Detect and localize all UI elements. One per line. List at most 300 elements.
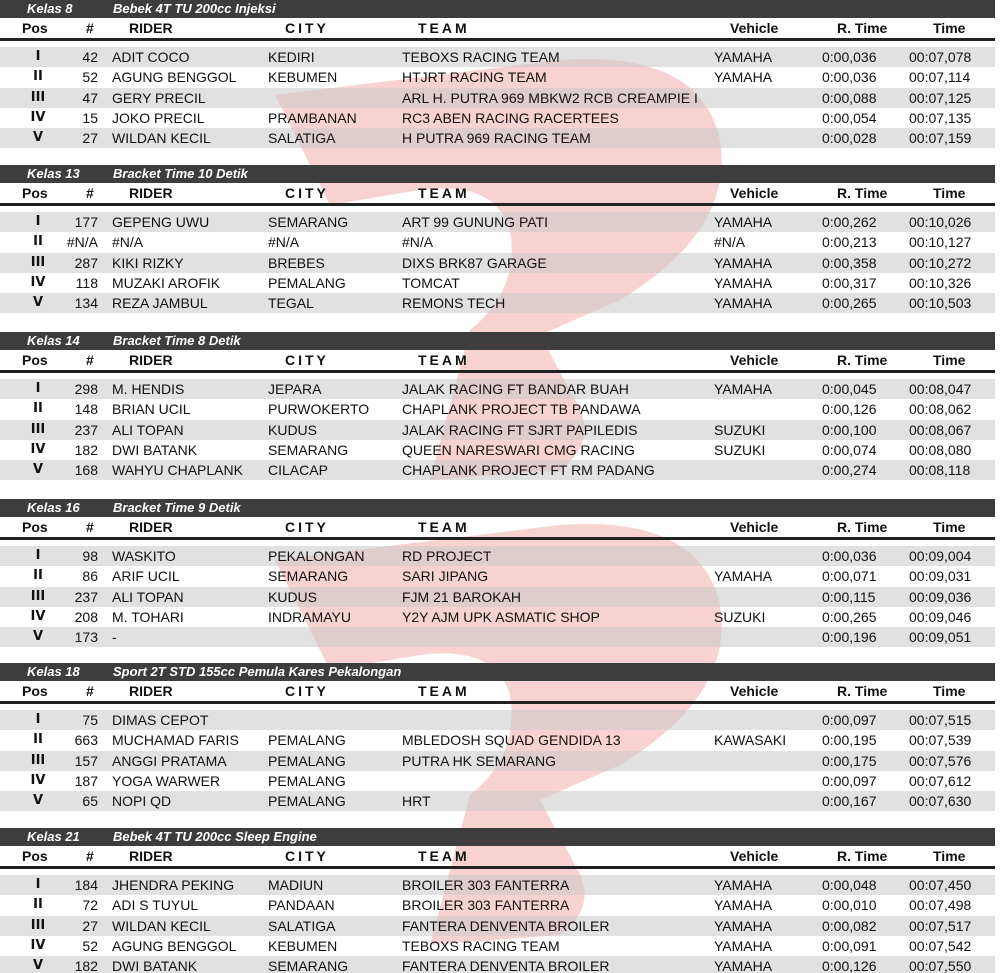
table-row xyxy=(0,460,995,480)
vehicle: KAWASAKI xyxy=(714,732,787,748)
position: IV xyxy=(30,442,46,457)
finish-time: 00:07,498 xyxy=(909,897,972,913)
rider-name: KIKI RIZKY xyxy=(112,255,184,271)
header-divider xyxy=(0,38,995,41)
col-header-time: Time xyxy=(933,352,966,368)
class-name: Bracket Time 10 Detik xyxy=(113,166,248,181)
vehicle: YAMAHA xyxy=(714,938,773,954)
rider-name: MUZAKI AROFIK xyxy=(112,275,221,291)
table-row xyxy=(0,916,995,936)
col-header-number: # xyxy=(86,519,94,535)
rider-name: DWI BATANK xyxy=(112,442,198,458)
rider-number: 182 xyxy=(74,958,98,973)
rider-number: 72 xyxy=(82,897,98,913)
position: I xyxy=(35,214,41,229)
position: I xyxy=(35,548,41,563)
reaction-time: 0:00,097 xyxy=(822,712,877,728)
position: II xyxy=(33,234,43,249)
class-name: Bracket Time 8 Detik xyxy=(113,333,241,348)
team-name: ARL H. PUTRA 969 MBKW2 RCB CREAMPIE I xyxy=(402,90,698,106)
position: I xyxy=(35,877,41,892)
rider-number: 208 xyxy=(74,609,98,625)
rider-name: JHENDRA PEKING xyxy=(112,877,235,893)
reaction-time: 0:00,036 xyxy=(822,548,877,564)
rider-name: AGUNG BENGGOL xyxy=(112,69,237,85)
class-number: Kelas 21 xyxy=(27,829,80,844)
position: III xyxy=(30,422,46,437)
header-divider xyxy=(0,203,995,206)
rider-number: 15 xyxy=(82,110,98,126)
vehicle: YAMAHA xyxy=(714,69,773,85)
col-header-time: Time xyxy=(933,20,966,36)
rider-number: 134 xyxy=(74,295,98,311)
col-header-team: TEAM xyxy=(418,848,470,864)
col-header-pos: Pos xyxy=(22,20,48,36)
col-header-team: TEAM xyxy=(418,683,470,699)
rider-number: 52 xyxy=(82,938,98,954)
position: I xyxy=(35,381,41,396)
team-name: H PUTRA 969 RACING TEAM xyxy=(402,130,591,146)
rider-name: JOKO PRECIL xyxy=(112,110,205,126)
position: II xyxy=(33,69,43,84)
table-row xyxy=(0,47,995,67)
rider-city: BREBES xyxy=(268,255,325,271)
team-name: BROILER 303 FANTERRA xyxy=(402,877,570,893)
rider-city: MADIUN xyxy=(268,877,324,893)
class-name: Sport 2T STD 155cc Pemula Kares Pekalongan xyxy=(113,664,402,679)
table-row xyxy=(0,379,995,399)
rider-city: #N/A xyxy=(268,234,300,250)
finish-time: 00:07,576 xyxy=(909,753,972,769)
position: V xyxy=(32,629,44,644)
table-row xyxy=(0,956,995,973)
table-row xyxy=(0,791,995,811)
rider-city: JEPARA xyxy=(268,381,322,397)
reaction-time: 0:00,265 xyxy=(822,295,877,311)
rider-number: 298 xyxy=(74,381,98,397)
rider-name: WAHYU CHAPLANK xyxy=(112,462,243,478)
position: V xyxy=(32,793,44,808)
position: II xyxy=(33,732,43,747)
rider-name: DWI BATANK xyxy=(112,958,198,973)
rider-city: KUDUS xyxy=(268,589,318,605)
team-name: RC3 ABEN RACING RACERTEES xyxy=(402,110,619,126)
rider-number: 75 xyxy=(82,712,98,728)
table-row xyxy=(0,710,995,730)
finish-time: 00:09,036 xyxy=(909,589,972,605)
reaction-time: 0:00,167 xyxy=(822,793,877,809)
rider-name: YOGA WARWER xyxy=(112,773,221,789)
team-name: FANTERA DENVENTA BROILER xyxy=(402,918,610,934)
team-name: JALAK RACING FT SJRT PAPILEDIS xyxy=(402,422,638,438)
finish-time: 00:08,080 xyxy=(909,442,972,458)
col-header-team: TEAM xyxy=(418,185,470,201)
reaction-time: 0:00,074 xyxy=(822,442,877,458)
class-header-bar xyxy=(0,828,995,846)
reaction-time: 0:00,175 xyxy=(822,753,877,769)
rider-number: 184 xyxy=(74,877,98,893)
rider-name: BRIAN UCIL xyxy=(112,401,191,417)
col-header-rtime: R. Time xyxy=(837,20,888,36)
team-name: CHAPLANK PROJECT FT RM PADANG xyxy=(402,462,655,478)
reaction-time: 0:00,262 xyxy=(822,214,877,230)
team-name: HRT xyxy=(402,793,431,809)
team-name: QUEEN NARESWARI CMG RACING xyxy=(402,442,635,458)
table-row xyxy=(0,566,995,586)
finish-time: 00:08,047 xyxy=(909,381,972,397)
rider-number: 86 xyxy=(82,568,98,584)
rider-number: 118 xyxy=(75,275,98,291)
col-header-city: CITY xyxy=(285,185,329,201)
col-header-time: Time xyxy=(933,683,966,699)
class-name: Bracket Time 9 Detik xyxy=(113,500,241,515)
vehicle: YAMAHA xyxy=(714,275,773,291)
col-header-rtime: R. Time xyxy=(837,519,888,535)
table-row xyxy=(0,253,995,273)
vehicle: YAMAHA xyxy=(714,568,773,584)
team-name: RD PROJECT xyxy=(402,548,492,564)
col-header-number: # xyxy=(86,185,94,201)
class-header-bar xyxy=(0,663,995,681)
rider-name: ADIT COCO xyxy=(112,49,190,65)
reaction-time: 0:00,010 xyxy=(822,897,877,913)
class-number: Kelas 18 xyxy=(27,664,80,679)
vehicle: YAMAHA xyxy=(714,958,773,973)
vehicle: YAMAHA xyxy=(714,295,773,311)
rider-city: SEMARANG xyxy=(268,958,349,973)
col-header-vehicle: Vehicle xyxy=(730,185,779,201)
finish-time: 00:08,118 xyxy=(909,462,971,478)
rider-number: 42 xyxy=(82,49,98,65)
reaction-time: 0:00,317 xyxy=(822,275,877,291)
reaction-time: 0:00,195 xyxy=(822,732,877,748)
team-name: PUTRA HK SEMARANG xyxy=(402,753,557,769)
team-name: #N/A xyxy=(402,234,434,250)
col-header-team: TEAM xyxy=(418,352,470,368)
reaction-time: 0:00,071 xyxy=(822,568,877,584)
table-row xyxy=(0,273,995,293)
class-number: Kelas 14 xyxy=(27,333,80,348)
col-header-team: TEAM xyxy=(418,519,470,535)
vehicle: SUZUKI xyxy=(714,422,766,438)
rider-number: 663 xyxy=(74,732,98,748)
rider-name: ADI S TUYUL xyxy=(112,897,199,913)
rider-city: SEMARANG xyxy=(268,214,349,230)
col-header-number: # xyxy=(86,848,94,864)
rider-city: KUDUS xyxy=(268,422,318,438)
col-header-team: TEAM xyxy=(418,20,470,36)
col-header-rider: RIDER xyxy=(129,20,173,36)
column-header-row xyxy=(0,183,995,203)
team-name: BROILER 303 FANTERRA xyxy=(402,897,570,913)
reaction-time: 0:00,036 xyxy=(822,49,877,65)
rider-city: TEGAL xyxy=(268,295,314,311)
team-name: FANTERA DENVENTA BROILER xyxy=(402,958,610,973)
finish-time: 00:07,550 xyxy=(909,958,972,973)
col-header-city: CITY xyxy=(285,352,329,368)
column-header-row xyxy=(0,517,995,537)
reaction-time: 0:00,048 xyxy=(822,877,877,893)
team-name: CHAPLANK PROJECT TB PANDAWA xyxy=(402,401,641,417)
finish-time: 00:10,026 xyxy=(909,214,972,230)
vehicle: SUZUKI xyxy=(714,609,766,625)
position: V xyxy=(32,295,44,310)
reaction-time: 0:00,358 xyxy=(822,255,877,271)
rider-city: SALATIGA xyxy=(268,130,336,146)
col-header-number: # xyxy=(86,20,94,36)
table-row xyxy=(0,128,995,148)
vehicle: YAMAHA xyxy=(714,897,773,913)
table-row xyxy=(0,212,995,232)
table-row xyxy=(0,771,995,791)
rider-number: 237 xyxy=(74,422,98,438)
table-row xyxy=(0,607,995,627)
class-number: Kelas 13 xyxy=(27,166,80,181)
rider-name: ANGGI PRATAMA xyxy=(112,753,227,769)
col-header-rider: RIDER xyxy=(129,848,173,864)
col-header-vehicle: Vehicle xyxy=(730,20,779,36)
team-name: Y2Y AJM UPK ASMATIC SHOP xyxy=(402,609,600,625)
col-header-rider: RIDER xyxy=(129,185,173,201)
rider-city: PEMALANG xyxy=(268,773,346,789)
rider-number: 27 xyxy=(82,918,98,934)
finish-time: 00:09,046 xyxy=(909,609,972,625)
rider-number: #N/A xyxy=(66,234,98,250)
position: IV xyxy=(30,773,46,788)
rider-name: WILDAN KECIL xyxy=(112,130,211,146)
rider-city: INDRAMAYU xyxy=(268,609,351,625)
reaction-time: 0:00,054 xyxy=(822,110,877,126)
class-header-bar xyxy=(0,499,995,517)
table-row xyxy=(0,730,995,750)
position: V xyxy=(32,130,44,145)
rider-city: PEMALANG xyxy=(268,793,346,809)
finish-time: 00:07,517 xyxy=(909,918,972,934)
rider-number: 157 xyxy=(74,753,98,769)
team-name: REMONS TECH xyxy=(402,295,506,311)
vehicle: SUZUKI xyxy=(714,442,766,458)
vehicle: YAMAHA xyxy=(714,49,773,65)
column-header-row xyxy=(0,681,995,701)
table-row xyxy=(0,440,995,460)
rider-name: GEPENG UWU xyxy=(112,214,210,230)
position: I xyxy=(35,49,41,64)
finish-time: 00:08,067 xyxy=(909,422,972,438)
finish-time: 00:07,125 xyxy=(909,90,972,106)
finish-time: 00:09,031 xyxy=(909,568,972,584)
reaction-time: 0:00,028 xyxy=(822,130,877,146)
rider-name: NOPI QD xyxy=(112,793,172,809)
team-name: TEBOXS RACING TEAM xyxy=(402,938,560,954)
rider-number: 177 xyxy=(74,214,98,230)
col-header-rtime: R. Time xyxy=(837,848,888,864)
class-name: Bebek 4T TU 200cc Injeksi xyxy=(113,1,276,16)
team-name: TEBOXS RACING TEAM xyxy=(402,49,560,65)
finish-time: 00:07,515 xyxy=(909,712,972,728)
col-header-pos: Pos xyxy=(22,519,48,535)
rider-city: PANDAAN xyxy=(268,897,335,913)
col-header-rider: RIDER xyxy=(129,352,173,368)
position: III xyxy=(30,753,46,768)
table-row xyxy=(0,936,995,956)
col-header-vehicle: Vehicle xyxy=(730,848,779,864)
col-header-time: Time xyxy=(933,519,966,535)
position: II xyxy=(33,897,43,912)
rider-number: 52 xyxy=(82,69,98,85)
rider-name: WILDAN KECIL xyxy=(112,918,211,934)
reaction-time: 0:00,274 xyxy=(822,462,877,478)
reaction-time: 0:00,196 xyxy=(822,629,877,645)
rider-name: ALI TOPAN xyxy=(112,589,184,605)
rider-number: 27 xyxy=(82,130,98,146)
position: IV xyxy=(30,275,46,290)
table-row xyxy=(0,108,995,128)
team-name: SARI JIPANG xyxy=(402,568,489,584)
reaction-time: 0:00,265 xyxy=(822,609,877,625)
col-header-pos: Pos xyxy=(22,683,48,699)
col-header-rider: RIDER xyxy=(129,519,173,535)
rider-city: PEMALANG xyxy=(268,275,346,291)
reaction-time: 0:00,100 xyxy=(822,422,877,438)
rider-number: 168 xyxy=(74,462,98,478)
team-name: MBLEDOSH SQUAD GENDIDA 13 xyxy=(402,732,621,748)
position: II xyxy=(33,401,43,416)
col-header-rtime: R. Time xyxy=(837,352,888,368)
rider-name: M. HENDIS xyxy=(112,381,185,397)
finish-time: 00:10,326 xyxy=(909,275,972,291)
header-divider xyxy=(0,537,995,540)
reaction-time: 0:00,082 xyxy=(822,918,877,934)
table-row xyxy=(0,88,995,108)
team-name: DIXS BRK87 GARAGE xyxy=(402,255,547,271)
team-name: FJM 21 BAROKAH xyxy=(402,589,522,605)
col-header-vehicle: Vehicle xyxy=(730,683,779,699)
rider-name: M. TOHARI xyxy=(112,609,184,625)
col-header-pos: Pos xyxy=(22,848,48,864)
table-row xyxy=(0,420,995,440)
class-header-bar xyxy=(0,332,995,350)
finish-time: 00:07,114 xyxy=(909,69,971,85)
table-row xyxy=(0,875,995,895)
rider-number: 287 xyxy=(74,255,98,271)
position: IV xyxy=(30,938,46,953)
finish-time: 00:07,078 xyxy=(909,49,972,65)
rider-name: - xyxy=(112,629,117,645)
rider-city: PURWOKERTO xyxy=(268,401,370,417)
rider-city: SEMARANG xyxy=(268,442,349,458)
table-row xyxy=(0,399,995,419)
position: III xyxy=(30,90,46,105)
rider-number: 47 xyxy=(82,90,98,106)
position: V xyxy=(32,958,44,973)
col-header-time: Time xyxy=(933,848,966,864)
reaction-time: 0:00,126 xyxy=(822,958,877,973)
rider-city: PRAMBANAN xyxy=(268,110,357,126)
rider-city: SEMARANG xyxy=(268,568,349,584)
rider-city: SALATIGA xyxy=(268,918,336,934)
header-divider xyxy=(0,370,995,373)
rider-city: KEDIRI xyxy=(268,49,315,65)
finish-time: 00:09,051 xyxy=(909,629,972,645)
col-header-number: # xyxy=(86,683,94,699)
rider-name: DIMAS CEPOT xyxy=(112,712,209,728)
finish-time: 00:10,503 xyxy=(909,295,972,311)
table-row xyxy=(0,232,995,252)
finish-time: 00:07,630 xyxy=(909,793,972,809)
col-header-city: CITY xyxy=(285,20,329,36)
vehicle: YAMAHA xyxy=(714,381,773,397)
col-header-pos: Pos xyxy=(22,352,48,368)
rider-name: MUCHAMAD FARIS xyxy=(112,732,239,748)
vehicle: YAMAHA xyxy=(714,918,773,934)
col-header-rider: RIDER xyxy=(129,683,173,699)
col-header-city: CITY xyxy=(285,519,329,535)
position: I xyxy=(35,712,41,727)
rider-number: 182 xyxy=(74,442,98,458)
vehicle: YAMAHA xyxy=(714,877,773,893)
finish-time: 00:07,542 xyxy=(909,938,972,954)
rider-name: REZA JAMBUL xyxy=(112,295,208,311)
table-row xyxy=(0,546,995,566)
class-header-bar xyxy=(0,0,995,18)
reaction-time: 0:00,126 xyxy=(822,401,877,417)
reaction-time: 0:00,045 xyxy=(822,381,877,397)
class-name: Bebek 4T TU 200cc Sleep Engine xyxy=(113,829,317,844)
column-header-row xyxy=(0,350,995,370)
table-row xyxy=(0,895,995,915)
finish-time: 00:07,450 xyxy=(909,877,972,893)
rider-city: PEMALANG xyxy=(268,753,346,769)
position: IV xyxy=(30,110,46,125)
finish-time: 00:07,135 xyxy=(909,110,972,126)
rider-number: 65 xyxy=(82,793,98,809)
finish-time: 00:07,539 xyxy=(909,732,972,748)
col-header-time: Time xyxy=(933,185,966,201)
rider-name: WASKITO xyxy=(112,548,176,564)
reaction-time: 0:00,091 xyxy=(822,938,877,954)
rider-name: ALI TOPAN xyxy=(112,422,184,438)
col-header-rtime: R. Time xyxy=(837,185,888,201)
table-row xyxy=(0,627,995,647)
rider-city: KEBUMEN xyxy=(268,69,338,85)
rider-number: 237 xyxy=(74,589,98,605)
rider-number: 98 xyxy=(82,548,98,564)
rider-number: 148 xyxy=(74,401,98,417)
reaction-time: 0:00,115 xyxy=(822,589,876,605)
team-name: JALAK RACING FT BANDAR BUAH xyxy=(402,381,629,397)
finish-time: 00:08,062 xyxy=(909,401,972,417)
rider-name: #N/A xyxy=(112,234,144,250)
team-name: HTJRT RACING TEAM xyxy=(402,69,547,85)
position: III xyxy=(30,589,46,604)
team-name: TOMCAT xyxy=(402,275,460,291)
finish-time: 00:07,612 xyxy=(909,773,972,789)
col-header-vehicle: Vehicle xyxy=(730,352,779,368)
col-header-city: CITY xyxy=(285,848,329,864)
finish-time: 00:09,004 xyxy=(909,548,972,564)
rider-city: PEMALANG xyxy=(268,732,346,748)
column-header-row xyxy=(0,846,995,866)
rider-city: CILACAP xyxy=(268,462,328,478)
reaction-time: 0:00,213 xyxy=(822,234,877,250)
finish-time: 00:10,127 xyxy=(909,234,972,250)
header-divider xyxy=(0,701,995,704)
vehicle: YAMAHA xyxy=(714,255,773,271)
header-divider xyxy=(0,866,995,869)
column-header-row xyxy=(0,18,995,38)
col-header-rtime: R. Time xyxy=(837,683,888,699)
reaction-time: 0:00,036 xyxy=(822,69,877,85)
